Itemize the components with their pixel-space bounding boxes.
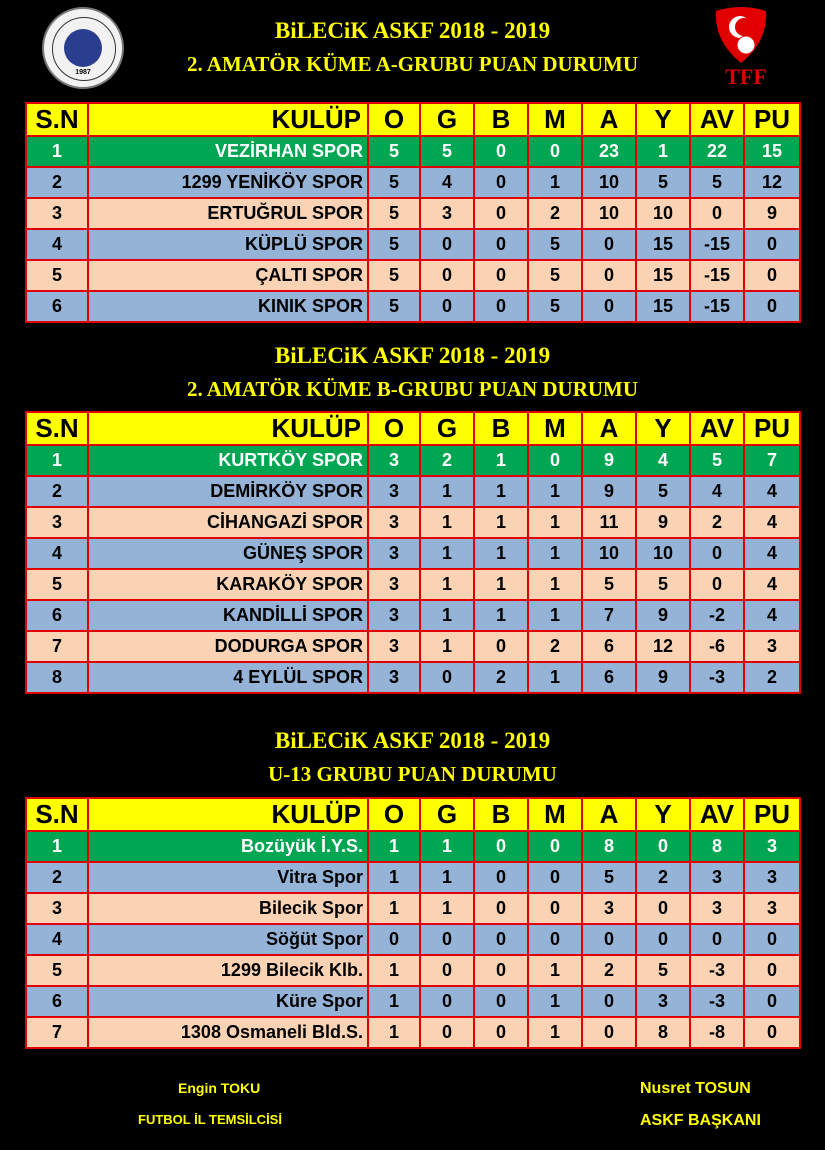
cell-drawn: 0 xyxy=(474,955,528,986)
cell-goals-for: 8 xyxy=(582,831,636,862)
cell-goal-diff: 0 xyxy=(690,924,744,955)
cell-goals-against: 10 xyxy=(636,538,690,569)
column-header-lost: M xyxy=(528,103,582,136)
cell-goals-for: 3 xyxy=(582,893,636,924)
cell-won: 1 xyxy=(420,507,474,538)
column-header-goal-diff: AV xyxy=(690,798,744,831)
cell-goals-against: 5 xyxy=(636,955,690,986)
cell-goals-against: 1 xyxy=(636,136,690,167)
cell-club: 4 EYLÜL SPOR xyxy=(88,662,368,693)
cell-goal-diff: 2 xyxy=(690,507,744,538)
cell-lost: 1 xyxy=(528,167,582,198)
cell-drawn: 0 xyxy=(474,862,528,893)
section-title-line2: 2. AMATÖR KÜME A-GRUBU PUAN DURUMU xyxy=(186,52,639,76)
cell-goals-for: 9 xyxy=(582,445,636,476)
tff-text: TFF xyxy=(725,64,767,89)
table-row xyxy=(26,445,800,476)
cell-drawn: 0 xyxy=(474,260,528,291)
cell-club: 1299 Bilecik Klb. xyxy=(88,955,368,986)
cell-goals-for: 10 xyxy=(582,538,636,569)
cell-sn: 7 xyxy=(26,1017,88,1048)
cell-goal-diff: -3 xyxy=(690,662,744,693)
header-row xyxy=(26,798,800,831)
cell-club: Vitra Spor xyxy=(88,862,368,893)
cell-won: 1 xyxy=(420,600,474,631)
column-header-drawn: B xyxy=(474,103,528,136)
cell-played: 5 xyxy=(368,167,420,198)
cell-club: KARAKÖY SPOR xyxy=(88,569,368,600)
cell-goals-for: 9 xyxy=(582,476,636,507)
cell-goal-diff: 0 xyxy=(690,569,744,600)
cell-won: 1 xyxy=(420,831,474,862)
cell-sn: 3 xyxy=(26,893,88,924)
cell-drawn: 1 xyxy=(474,600,528,631)
cell-played: 0 xyxy=(368,924,420,955)
cell-drawn: 0 xyxy=(474,831,528,862)
cell-goals-against: 0 xyxy=(636,924,690,955)
cell-sn: 3 xyxy=(26,507,88,538)
cell-goals-for: 7 xyxy=(582,600,636,631)
cell-sn: 4 xyxy=(26,538,88,569)
cell-points: 4 xyxy=(744,538,800,569)
cell-lost: 0 xyxy=(528,893,582,924)
cell-club: VEZİRHAN SPOR xyxy=(88,136,368,167)
cell-played: 1 xyxy=(368,831,420,862)
table-row xyxy=(26,507,800,538)
cell-lost: 0 xyxy=(528,136,582,167)
standings-table-b-group xyxy=(25,411,801,694)
cell-won: 1 xyxy=(420,538,474,569)
section-1-title xyxy=(0,15,825,81)
cell-played: 5 xyxy=(368,198,420,229)
cell-points: 4 xyxy=(744,476,800,507)
cell-lost: 5 xyxy=(528,260,582,291)
cell-lost: 0 xyxy=(528,831,582,862)
cell-sn: 6 xyxy=(26,291,88,322)
cell-points: 2 xyxy=(744,662,800,693)
header-row xyxy=(26,103,800,136)
column-header-sn: S.N xyxy=(26,798,88,831)
cell-won: 1 xyxy=(420,631,474,662)
cell-drawn: 0 xyxy=(474,198,528,229)
cell-goal-diff: 0 xyxy=(690,198,744,229)
cell-drawn: 0 xyxy=(474,1017,528,1048)
cell-goal-diff: 5 xyxy=(690,445,744,476)
cell-goal-diff: -15 xyxy=(690,260,744,291)
cell-won: 0 xyxy=(420,986,474,1017)
cell-sn: 6 xyxy=(26,600,88,631)
column-header-goal-diff: AV xyxy=(690,103,744,136)
cell-won: 0 xyxy=(420,229,474,260)
table-row xyxy=(26,955,800,986)
cell-sn: 2 xyxy=(26,862,88,893)
cell-club: ÇALTI SPOR xyxy=(88,260,368,291)
cell-sn: 1 xyxy=(26,136,88,167)
cell-sn: 3 xyxy=(26,198,88,229)
cell-won: 0 xyxy=(420,662,474,693)
cell-club: ERTUĞRUL SPOR xyxy=(88,198,368,229)
cell-sn: 5 xyxy=(26,260,88,291)
cell-goals-for: 0 xyxy=(582,229,636,260)
cell-won: 1 xyxy=(420,893,474,924)
cell-lost: 1 xyxy=(528,476,582,507)
cell-played: 1 xyxy=(368,955,420,986)
column-header-goal-diff: AV xyxy=(690,412,744,445)
cell-goals-for: 0 xyxy=(582,291,636,322)
section-2-title xyxy=(0,340,825,406)
cell-drawn: 0 xyxy=(474,136,528,167)
cell-drawn: 1 xyxy=(474,476,528,507)
table-row xyxy=(26,291,800,322)
cell-points: 0 xyxy=(744,1017,800,1048)
cell-played: 3 xyxy=(368,476,420,507)
column-header-goals-for: A xyxy=(582,798,636,831)
section-title-line1: BiLECiK ASKF 2018 - 2019 xyxy=(274,18,551,43)
cell-goal-diff: 4 xyxy=(690,476,744,507)
cell-drawn: 1 xyxy=(474,569,528,600)
table-row xyxy=(26,569,800,600)
cell-won: 2 xyxy=(420,445,474,476)
table-row xyxy=(26,538,800,569)
cell-sn: 1 xyxy=(26,831,88,862)
cell-goals-against: 12 xyxy=(636,631,690,662)
column-header-won: G xyxy=(420,412,474,445)
table-row xyxy=(26,631,800,662)
cell-points: 4 xyxy=(744,569,800,600)
left-signature-title: FUTBOL İL TEMSİLCİSİ xyxy=(138,1112,282,1127)
cell-goal-diff: 5 xyxy=(690,167,744,198)
cell-club: 1308 Osmaneli Bld.S. xyxy=(88,1017,368,1048)
table-row xyxy=(26,986,800,1017)
cell-sn: 6 xyxy=(26,986,88,1017)
cell-goals-against: 5 xyxy=(636,569,690,600)
cell-played: 5 xyxy=(368,291,420,322)
cell-played: 3 xyxy=(368,569,420,600)
cell-played: 3 xyxy=(368,662,420,693)
cell-played: 3 xyxy=(368,445,420,476)
cell-played: 1 xyxy=(368,862,420,893)
cell-lost: 1 xyxy=(528,955,582,986)
cell-goal-diff: 22 xyxy=(690,136,744,167)
cell-sn: 4 xyxy=(26,229,88,260)
table-row xyxy=(26,198,800,229)
cell-goal-diff: 3 xyxy=(690,862,744,893)
cell-played: 1 xyxy=(368,1017,420,1048)
cell-club: CİHANGAZİ SPOR xyxy=(88,507,368,538)
cell-won: 4 xyxy=(420,167,474,198)
cell-goals-for: 6 xyxy=(582,631,636,662)
cell-goals-for: 0 xyxy=(582,260,636,291)
cell-goals-against: 10 xyxy=(636,198,690,229)
cell-sn: 2 xyxy=(26,476,88,507)
cell-drawn: 0 xyxy=(474,924,528,955)
cell-club: GÜNEŞ SPOR xyxy=(88,538,368,569)
cell-points: 3 xyxy=(744,862,800,893)
section-3-title xyxy=(0,725,825,791)
cell-club: KURTKÖY SPOR xyxy=(88,445,368,476)
cell-goals-for: 2 xyxy=(582,955,636,986)
cell-goal-diff: 8 xyxy=(690,831,744,862)
column-header-drawn: B xyxy=(474,798,528,831)
cell-won: 0 xyxy=(420,924,474,955)
cell-points: 3 xyxy=(744,831,800,862)
cell-drawn: 0 xyxy=(474,631,528,662)
column-header-goals-against: Y xyxy=(636,103,690,136)
cell-won: 0 xyxy=(420,1017,474,1048)
cell-points: 12 xyxy=(744,167,800,198)
cell-points: 3 xyxy=(744,631,800,662)
cell-won: 1 xyxy=(420,476,474,507)
cell-points: 0 xyxy=(744,955,800,986)
table-row xyxy=(26,924,800,955)
cell-played: 3 xyxy=(368,538,420,569)
cell-won: 0 xyxy=(420,955,474,986)
cell-points: 0 xyxy=(744,924,800,955)
cell-goals-for: 0 xyxy=(582,924,636,955)
cell-club: KÜPLÜ SPOR xyxy=(88,229,368,260)
cell-club: DODURGA SPOR xyxy=(88,631,368,662)
cell-won: 0 xyxy=(420,260,474,291)
cell-sn: 5 xyxy=(26,955,88,986)
cell-lost: 1 xyxy=(528,507,582,538)
cell-drawn: 0 xyxy=(474,291,528,322)
column-header-won: G xyxy=(420,798,474,831)
column-header-points: PU xyxy=(744,103,800,136)
column-header-club: KULÜP xyxy=(88,412,368,445)
cell-played: 3 xyxy=(368,600,420,631)
cell-goal-diff: -6 xyxy=(690,631,744,662)
cell-points: 15 xyxy=(744,136,800,167)
cell-club: KANDİLLİ SPOR xyxy=(88,600,368,631)
cell-goals-for: 5 xyxy=(582,569,636,600)
cell-goals-against: 15 xyxy=(636,229,690,260)
cell-club: Küre Spor xyxy=(88,986,368,1017)
column-header-lost: M xyxy=(528,412,582,445)
column-header-played: O xyxy=(368,412,420,445)
left-signature-name: Engin TOKU xyxy=(178,1080,261,1096)
cell-lost: 1 xyxy=(528,1017,582,1048)
column-header-drawn: B xyxy=(474,412,528,445)
seal-year: 1987 xyxy=(75,69,91,76)
table-row xyxy=(26,167,800,198)
cell-lost: 2 xyxy=(528,198,582,229)
cell-goals-for: 23 xyxy=(582,136,636,167)
column-header-points: PU xyxy=(744,798,800,831)
cell-points: 4 xyxy=(744,507,800,538)
table-row xyxy=(26,862,800,893)
cell-won: 3 xyxy=(420,198,474,229)
column-header-won: G xyxy=(420,103,474,136)
cell-goals-against: 0 xyxy=(636,893,690,924)
column-header-goals-against: Y xyxy=(636,412,690,445)
cell-sn: 8 xyxy=(26,662,88,693)
table-row xyxy=(26,662,800,693)
section-title-line2: U-13 GRUBU PUAN DURUMU xyxy=(268,762,557,786)
cell-drawn: 0 xyxy=(474,229,528,260)
cell-lost: 0 xyxy=(528,445,582,476)
cell-drawn: 1 xyxy=(474,445,528,476)
table-row xyxy=(26,260,800,291)
cell-points: 0 xyxy=(744,291,800,322)
cell-club: Bilecik Spor xyxy=(88,893,368,924)
cell-won: 1 xyxy=(420,862,474,893)
cell-played: 5 xyxy=(368,229,420,260)
cell-lost: 0 xyxy=(528,924,582,955)
cell-goals-against: 9 xyxy=(636,507,690,538)
cell-lost: 1 xyxy=(528,986,582,1017)
cell-goals-for: 11 xyxy=(582,507,636,538)
cell-goals-against: 15 xyxy=(636,291,690,322)
cell-goals-against: 8 xyxy=(636,1017,690,1048)
column-header-played: O xyxy=(368,103,420,136)
cell-played: 5 xyxy=(368,136,420,167)
cell-played: 3 xyxy=(368,507,420,538)
cell-goal-diff: -15 xyxy=(690,229,744,260)
cell-lost: 0 xyxy=(528,862,582,893)
cell-goals-for: 0 xyxy=(582,986,636,1017)
cell-goals-for: 10 xyxy=(582,198,636,229)
column-header-club: KULÜP xyxy=(88,103,368,136)
cell-lost: 2 xyxy=(528,631,582,662)
column-header-goals-for: A xyxy=(582,103,636,136)
cell-goal-diff: 0 xyxy=(690,538,744,569)
cell-goals-against: 5 xyxy=(636,476,690,507)
cell-sn: 7 xyxy=(26,631,88,662)
table-row xyxy=(26,831,800,862)
cell-played: 3 xyxy=(368,631,420,662)
section-title-line2: 2. AMATÖR KÜME B-GRUBU PUAN DURUMU xyxy=(186,377,639,401)
cell-played: 1 xyxy=(368,893,420,924)
standings-table-a-group xyxy=(25,102,801,323)
column-header-club: KULÜP xyxy=(88,798,368,831)
cell-sn: 4 xyxy=(26,924,88,955)
cell-goals-against: 0 xyxy=(636,831,690,862)
cell-points: 3 xyxy=(744,893,800,924)
cell-drawn: 0 xyxy=(474,986,528,1017)
cell-played: 5 xyxy=(368,260,420,291)
cell-club: Bozüyük İ.Y.S. xyxy=(88,831,368,862)
column-header-played: O xyxy=(368,798,420,831)
table-row xyxy=(26,893,800,924)
cell-points: 9 xyxy=(744,198,800,229)
cell-drawn: 0 xyxy=(474,167,528,198)
column-header-sn: S.N xyxy=(26,412,88,445)
cell-lost: 1 xyxy=(528,538,582,569)
section-title-line1: BiLECiK ASKF 2018 - 2019 xyxy=(274,343,551,368)
cell-goal-diff: -3 xyxy=(690,986,744,1017)
cell-goals-against: 9 xyxy=(636,662,690,693)
cell-goals-against: 5 xyxy=(636,167,690,198)
cell-goals-against: 9 xyxy=(636,600,690,631)
cell-sn: 5 xyxy=(26,569,88,600)
cell-won: 0 xyxy=(420,291,474,322)
cell-points: 0 xyxy=(744,229,800,260)
cell-club: 1299 YENİKÖY SPOR xyxy=(88,167,368,198)
cell-lost: 1 xyxy=(528,662,582,693)
cell-goals-for: 6 xyxy=(582,662,636,693)
column-header-sn: S.N xyxy=(26,103,88,136)
section-title-line1: BiLECiK ASKF 2018 - 2019 xyxy=(274,728,551,753)
cell-goals-against: 2 xyxy=(636,862,690,893)
column-header-goals-against: Y xyxy=(636,798,690,831)
cell-goal-diff: -2 xyxy=(690,600,744,631)
cell-club: DEMİRKÖY SPOR xyxy=(88,476,368,507)
cell-goal-diff: -15 xyxy=(690,291,744,322)
header-row xyxy=(26,412,800,445)
right-signature-name: Nusret TOSUN xyxy=(640,1080,751,1097)
standings-table-u13-group xyxy=(25,797,801,1049)
cell-drawn: 1 xyxy=(474,538,528,569)
cell-points: 0 xyxy=(744,260,800,291)
cell-played: 1 xyxy=(368,986,420,1017)
cell-sn: 2 xyxy=(26,167,88,198)
cell-points: 7 xyxy=(744,445,800,476)
cell-won: 5 xyxy=(420,136,474,167)
cell-drawn: 0 xyxy=(474,893,528,924)
column-header-points: PU xyxy=(744,412,800,445)
cell-goals-for: 0 xyxy=(582,1017,636,1048)
column-header-goals-for: A xyxy=(582,412,636,445)
cell-lost: 1 xyxy=(528,600,582,631)
cell-lost: 5 xyxy=(528,229,582,260)
cell-drawn: 1 xyxy=(474,507,528,538)
cell-lost: 5 xyxy=(528,291,582,322)
cell-goals-for: 10 xyxy=(582,167,636,198)
cell-goals-for: 5 xyxy=(582,862,636,893)
cell-goal-diff: -8 xyxy=(690,1017,744,1048)
cell-sn: 1 xyxy=(26,445,88,476)
cell-goals-against: 15 xyxy=(636,260,690,291)
cell-won: 1 xyxy=(420,569,474,600)
cell-goals-against: 3 xyxy=(636,986,690,1017)
right-signature-title: ASKF BAŞKANI xyxy=(640,1112,761,1129)
cell-goal-diff: 3 xyxy=(690,893,744,924)
cell-drawn: 2 xyxy=(474,662,528,693)
cell-points: 4 xyxy=(744,600,800,631)
cell-club: KINIK SPOR xyxy=(88,291,368,322)
cell-points: 0 xyxy=(744,986,800,1017)
column-header-lost: M xyxy=(528,798,582,831)
cell-club: Söğüt Spor xyxy=(88,924,368,955)
cell-goals-against: 4 xyxy=(636,445,690,476)
cell-goal-diff: -3 xyxy=(690,955,744,986)
cell-lost: 1 xyxy=(528,569,582,600)
table-row xyxy=(26,229,800,260)
table-row xyxy=(26,600,800,631)
table-row xyxy=(26,476,800,507)
table-row xyxy=(26,1017,800,1048)
table-row xyxy=(26,136,800,167)
